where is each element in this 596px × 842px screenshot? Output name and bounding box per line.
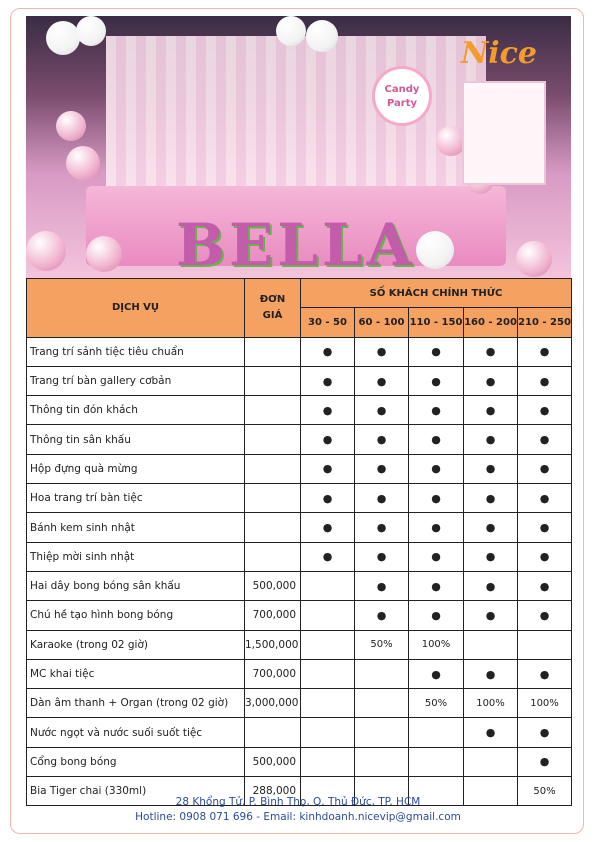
availability-cell	[355, 689, 409, 718]
bella-letters: BELLA	[176, 211, 416, 278]
availability-cell: ●	[409, 396, 464, 425]
service-name: Trang trí sảnh tiệc tiêu chuẩn	[27, 337, 245, 366]
table-row	[27, 747, 572, 776]
balloon	[76, 16, 106, 46]
guest-range: 110 - 150	[409, 308, 464, 337]
unit-price	[245, 425, 301, 454]
availability-cell: ●	[355, 425, 409, 454]
availability-cell: ●	[301, 513, 355, 542]
service-name: Chú hề tạo hình bong bóng	[27, 601, 245, 630]
unit-price	[245, 454, 301, 483]
table-row	[27, 571, 572, 600]
availability-cell: ●	[409, 542, 464, 571]
service-name: Hai dây bong bóng sân khấu	[27, 571, 245, 600]
light-curtain	[106, 36, 486, 196]
availability-cell: ●	[464, 513, 518, 542]
availability-cell: ●	[409, 513, 464, 542]
availability-cell	[518, 630, 572, 659]
availability-cell: ●	[409, 484, 464, 513]
table-row	[27, 425, 572, 454]
table-row	[27, 337, 572, 366]
availability-cell: ●	[464, 542, 518, 571]
availability-cell: ●	[464, 659, 518, 688]
availability-cell: ●	[355, 601, 409, 630]
service-name: Bia Tiger chai (330ml)	[27, 777, 245, 806]
availability-cell: ●	[409, 601, 464, 630]
table-row	[27, 630, 572, 659]
availability-cell: ●	[464, 484, 518, 513]
availability-cell: ●	[409, 366, 464, 395]
balloon	[66, 146, 100, 180]
availability-cell	[355, 659, 409, 688]
availability-cell: ●	[518, 747, 572, 776]
balloon	[86, 236, 122, 272]
unit-price: 700,000	[245, 601, 301, 630]
availability-cell: ●	[355, 513, 409, 542]
header-price: ĐƠN GIÁ	[245, 279, 301, 338]
availability-cell: ●	[464, 396, 518, 425]
unit-price	[245, 513, 301, 542]
table-row	[27, 689, 572, 718]
balloon	[306, 20, 338, 52]
availability-cell: ●	[301, 425, 355, 454]
availability-cell	[409, 718, 464, 747]
badge-text: Candy	[384, 84, 420, 95]
service-name: Bánh kem sinh nhật	[27, 513, 245, 542]
balloon	[276, 16, 306, 46]
availability-cell: ●	[301, 396, 355, 425]
availability-cell: ●	[355, 454, 409, 483]
availability-cell: ●	[464, 571, 518, 600]
service-name: Nước ngọt và nước suối suốt tiệc	[27, 718, 245, 747]
unit-price	[245, 396, 301, 425]
guest-range: 210 - 250	[518, 308, 572, 337]
service-name: Dàn âm thanh + Organ (trong 02 giờ)	[27, 689, 245, 718]
availability-cell: 50%	[518, 777, 572, 806]
availability-cell: ●	[464, 454, 518, 483]
availability-cell: 50%	[409, 689, 464, 718]
unit-price: 500,000	[245, 747, 301, 776]
availability-cell	[464, 630, 518, 659]
availability-cell: ●	[301, 542, 355, 571]
table-row	[27, 542, 572, 571]
nice-logo: Nice	[460, 36, 537, 71]
service-name: Thiệp mời sinh nhật	[27, 542, 245, 571]
unit-price: 500,000	[245, 571, 301, 600]
service-name: MC khai tiệc	[27, 659, 245, 688]
availability-cell: 100%	[464, 689, 518, 718]
balloon	[516, 241, 552, 277]
table-row	[27, 484, 572, 513]
table-row	[27, 366, 572, 395]
guest-range: 60 - 100	[355, 308, 409, 337]
service-name: Trang trí bàn gallery cơbản	[27, 366, 245, 395]
unit-price: 1,500,000	[245, 630, 301, 659]
availability-cell: ●	[518, 396, 572, 425]
availability-cell: 50%	[355, 630, 409, 659]
availability-cell: ●	[301, 366, 355, 395]
availability-cell	[301, 601, 355, 630]
unit-price: 3,000,000	[245, 689, 301, 718]
availability-cell: ●	[355, 484, 409, 513]
availability-cell	[301, 747, 355, 776]
availability-cell: ●	[409, 337, 464, 366]
availability-cell: ●	[355, 542, 409, 571]
availability-cell	[301, 571, 355, 600]
table-row	[27, 718, 572, 747]
availability-cell: ●	[301, 337, 355, 366]
availability-cell: ●	[464, 337, 518, 366]
availability-cell: 100%	[518, 689, 572, 718]
header-guest-count: SỐ KHÁCH CHÍNH THỨC	[301, 279, 572, 308]
footer-contact: Hotline: 0908 071 696 - Email: kinhdoanh.nicevip@gmail.com	[135, 811, 461, 823]
service-name: Thông tin sân khấu	[27, 425, 245, 454]
availability-cell: ●	[518, 366, 572, 395]
availability-cell: ●	[518, 718, 572, 747]
availability-cell: ●	[464, 718, 518, 747]
badge-text: Party	[386, 98, 418, 109]
availability-cell: ●	[518, 513, 572, 542]
header-service: DỊCH VỤ	[27, 279, 245, 338]
service-name: Hộp đựng quà mừng	[27, 454, 245, 483]
unit-price	[245, 718, 301, 747]
availability-cell: ●	[301, 484, 355, 513]
availability-cell: ●	[464, 425, 518, 454]
guest-range: 160 - 200	[464, 308, 518, 337]
candy-party-badge	[372, 66, 432, 126]
balloon	[46, 21, 80, 55]
availability-cell: 100%	[409, 630, 464, 659]
availability-cell	[355, 747, 409, 776]
availability-cell: ●	[518, 425, 572, 454]
price-table	[26, 278, 572, 806]
balloon	[416, 231, 454, 269]
availability-cell: ●	[518, 659, 572, 688]
availability-cell: ●	[409, 571, 464, 600]
availability-cell	[464, 747, 518, 776]
availability-cell: ●	[518, 542, 572, 571]
welcome-board	[462, 81, 546, 185]
availability-cell: ●	[518, 454, 572, 483]
balloon	[26, 231, 66, 271]
table-row	[27, 454, 572, 483]
availability-cell	[301, 659, 355, 688]
availability-cell: ●	[355, 396, 409, 425]
unit-price	[245, 542, 301, 571]
footer-address: 28 Khổng Tử, P. Bình Thọ, Q. Thủ Đức, TP. HCM	[175, 796, 421, 808]
availability-cell: ●	[409, 659, 464, 688]
availability-cell: ●	[301, 454, 355, 483]
availability-cell: ●	[464, 366, 518, 395]
availability-cell	[355, 718, 409, 747]
availability-cell: ●	[355, 366, 409, 395]
availability-cell	[301, 718, 355, 747]
unit-price: 288,000	[245, 777, 301, 806]
unit-price	[245, 484, 301, 513]
availability-cell: ●	[409, 425, 464, 454]
availability-cell: ●	[518, 571, 572, 600]
party-decoration-photo	[26, 16, 571, 278]
availability-cell: ●	[518, 484, 572, 513]
availability-cell: ●	[355, 571, 409, 600]
unit-price	[245, 366, 301, 395]
table-row	[27, 659, 572, 688]
availability-cell	[301, 689, 355, 718]
service-name: Hoa trang trí bàn tiệc	[27, 484, 245, 513]
service-name: Thông tin đón khách	[27, 396, 245, 425]
availability-cell	[301, 630, 355, 659]
service-name: Cổng bong bóng	[27, 747, 245, 776]
table-row	[27, 513, 572, 542]
availability-cell: ●	[409, 454, 464, 483]
guest-range: 30 - 50	[301, 308, 355, 337]
service-name: Karaoke (trong 02 giờ)	[27, 630, 245, 659]
unit-price	[245, 337, 301, 366]
availability-cell: ●	[518, 337, 572, 366]
availability-cell: ●	[355, 337, 409, 366]
availability-cell: ●	[518, 601, 572, 630]
unit-price: 700,000	[245, 659, 301, 688]
availability-cell: ●	[464, 601, 518, 630]
balloon	[56, 111, 86, 141]
table-row	[27, 396, 572, 425]
table-row	[27, 601, 572, 630]
availability-cell	[409, 747, 464, 776]
